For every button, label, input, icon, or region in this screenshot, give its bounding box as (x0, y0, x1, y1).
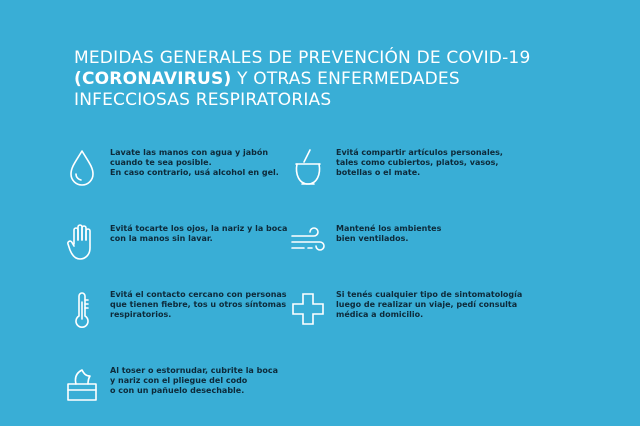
thermometer-icon (64, 290, 100, 330)
measure-line: Si tenés cualquier tipo de sintomatología (336, 290, 523, 299)
measure-line: que tienen fiebre, tos u otros síntomas (110, 300, 287, 309)
measure-line: Evitá compartir artículos personales, (336, 148, 503, 157)
measure-line: con la manos sin lavar. (110, 234, 213, 243)
measure-text (336, 148, 503, 178)
measure-personal-items (290, 148, 503, 188)
measure-text (336, 222, 441, 244)
measure-close-contact (64, 290, 287, 330)
measure-line: Lavate las manos con agua y jabón (110, 148, 269, 157)
measure-ventilation (290, 222, 441, 262)
mate-cup-icon (290, 148, 326, 188)
measure-face-touching (64, 222, 287, 262)
measure-line: o con un pañuelo desechable. (110, 386, 245, 395)
water-drop-icon (64, 148, 100, 188)
title-line-2 (74, 69, 544, 90)
title-coronavirus: (CORONAVIRUS) (74, 69, 232, 89)
measure-text (110, 366, 278, 396)
page-title (74, 48, 544, 111)
measure-line: y nariz con el pliegue del codo (110, 376, 248, 385)
measure-line: respiratorios. (110, 310, 172, 319)
measure-handwashing (64, 148, 279, 188)
measure-line: En caso contrario, usá alcohol en gel. (110, 168, 279, 177)
measure-line: Evitá tocarte los ojos, la nariz y la boca (110, 224, 288, 233)
measure-line: luego de realizar un viaje, pedí consulta (336, 300, 518, 309)
measure-line: Al toser o estornudar, cubrite la boca (110, 366, 278, 375)
measure-line: tales como cubiertos, platos, vasos, (336, 158, 499, 167)
measure-text (110, 222, 287, 244)
hand-icon (64, 222, 100, 262)
title-line-3: INFECCIOSAS RESPIRATORIAS (74, 90, 332, 110)
measure-text (110, 290, 287, 320)
measure-line: Evitá el contacto cercano con personas (110, 290, 287, 299)
measure-line: cuando te sea posible. (110, 158, 212, 167)
measure-medical-consultation (290, 290, 522, 330)
title-line-2-rest: Y OTRAS ENFERMEDADES (231, 69, 460, 89)
measure-cough-etiquette (64, 366, 278, 406)
measure-line: botellas o el mate. (336, 168, 421, 177)
title-line-1: MEDIDAS GENERALES DE PREVENCIÓN DE COVID-19 (74, 48, 531, 68)
medical-cross-icon (290, 290, 326, 330)
measure-text (336, 290, 522, 320)
measure-line: médica a domicilio. (336, 310, 424, 319)
tissue-box-icon (64, 366, 100, 406)
measure-line: bien ventilados. (336, 234, 409, 243)
measure-line: Mantené los ambientes (336, 224, 442, 233)
measure-text (110, 148, 279, 178)
wind-icon (290, 222, 326, 262)
